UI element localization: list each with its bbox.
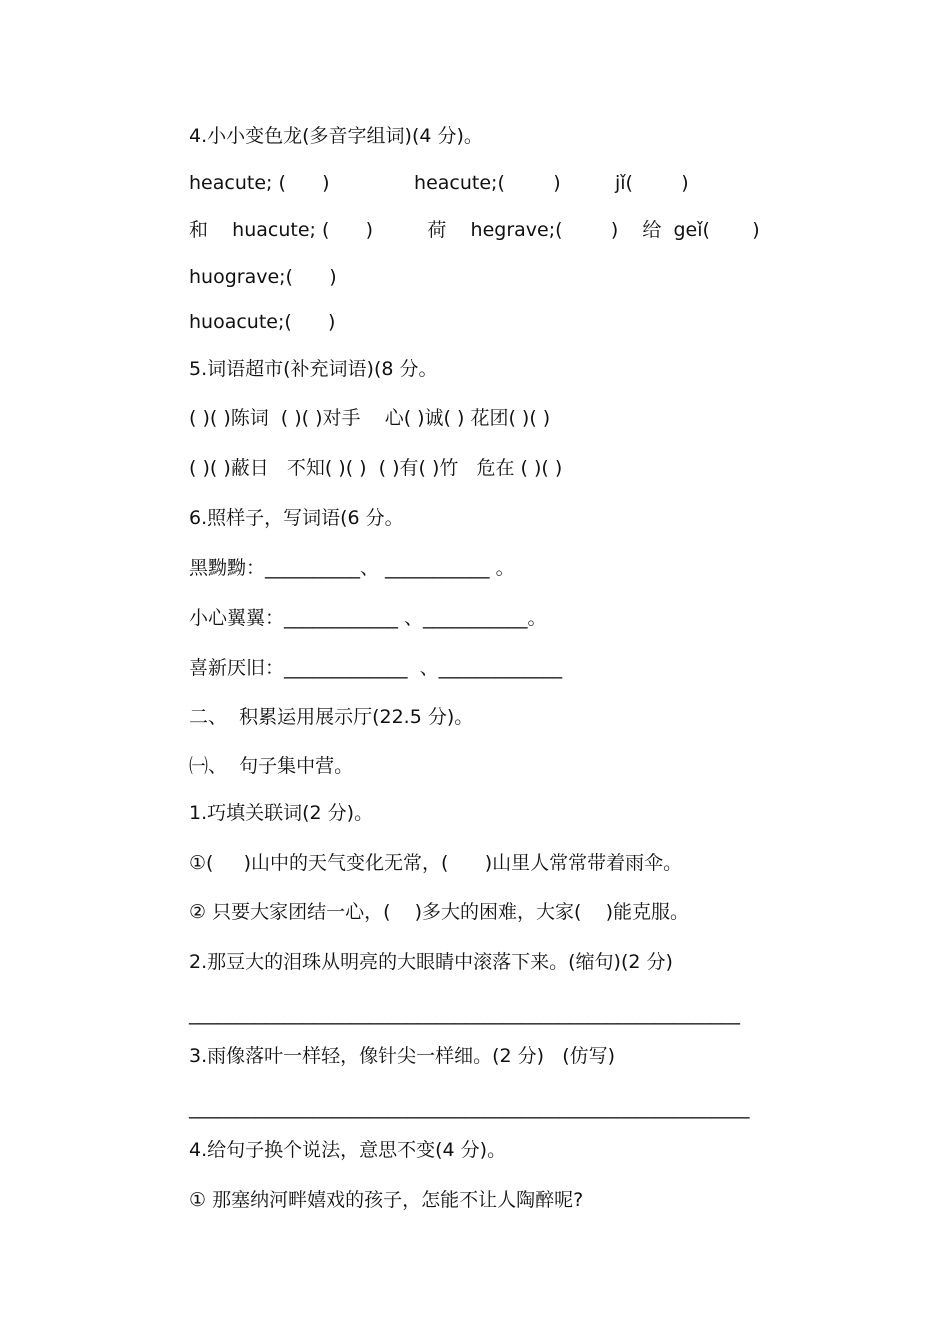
question-6-title: 6.照样子，写词语(6 分。 xyxy=(189,507,404,529)
q3-answer-line: ___________________________________________________________ xyxy=(189,1097,750,1119)
q1-title: 1.巧填关联词(2 分)。 xyxy=(189,802,374,824)
example-row-1: 黑黝黝：__________、 ___________ 。 xyxy=(189,557,515,579)
example-row-2: 小心翼翼：____________ 、___________。 xyxy=(189,607,547,629)
q2-answer-line: __________________________________________________________ xyxy=(189,1003,740,1025)
polyphone-row-2: 和 huacute; ( ) 荷 hegrave;( ) 给 geǐ( ) xyxy=(189,219,760,241)
q1-sentence-1: ①( )山中的天气变化无常，( )山里人常常带着雨伞。 xyxy=(189,852,683,874)
polyphone-row-4: huoacute;( ) xyxy=(189,311,336,333)
subsection-1-title: ㈠、 句子集中营。 xyxy=(189,755,354,777)
q1-sentence-2: ② 只要大家团结一心，( )多大的困难，大家( )能克服。 xyxy=(189,901,690,923)
q3-title: 3.雨像落叶一样轻，像针尖一样细。(2 分) (仿写) xyxy=(189,1045,616,1067)
polyphone-row-1: heacute; ( ) heacute;( ) jǐ( ) xyxy=(189,172,689,194)
section-2-title: 二、 积累运用展示厅(22.5 分)。 xyxy=(189,706,474,728)
word-fill-row-1: ( )( )陈词 ( )( )对手 心( )诚( ) 花团( )( ) xyxy=(189,407,551,429)
question-5-title: 5.词语超市(补充词语)(8 分。 xyxy=(189,358,438,380)
question-4-title: 4.小小变色龙(多音字组词)(4 分)。 xyxy=(189,125,483,147)
example-row-3: 喜新厌旧：_____________ 、_____________ xyxy=(189,657,563,679)
polyphone-row-3: huograve;( ) xyxy=(189,266,337,288)
word-fill-row-2: ( )( )蔽日 不知( )( ) ( )有( )竹 危在 ( )( ) xyxy=(189,457,563,479)
q4-title: 4.给句子换个说法，意思不变(4 分)。 xyxy=(189,1139,507,1161)
q4-sentence-1: ① 那塞纳河畔嬉戏的孩子，怎能不让人陶醉呢? xyxy=(189,1189,584,1211)
q2-title: 2.那豆大的泪珠从明亮的大眼睛中滚落下来。(缩句)(2 分) xyxy=(189,951,673,973)
